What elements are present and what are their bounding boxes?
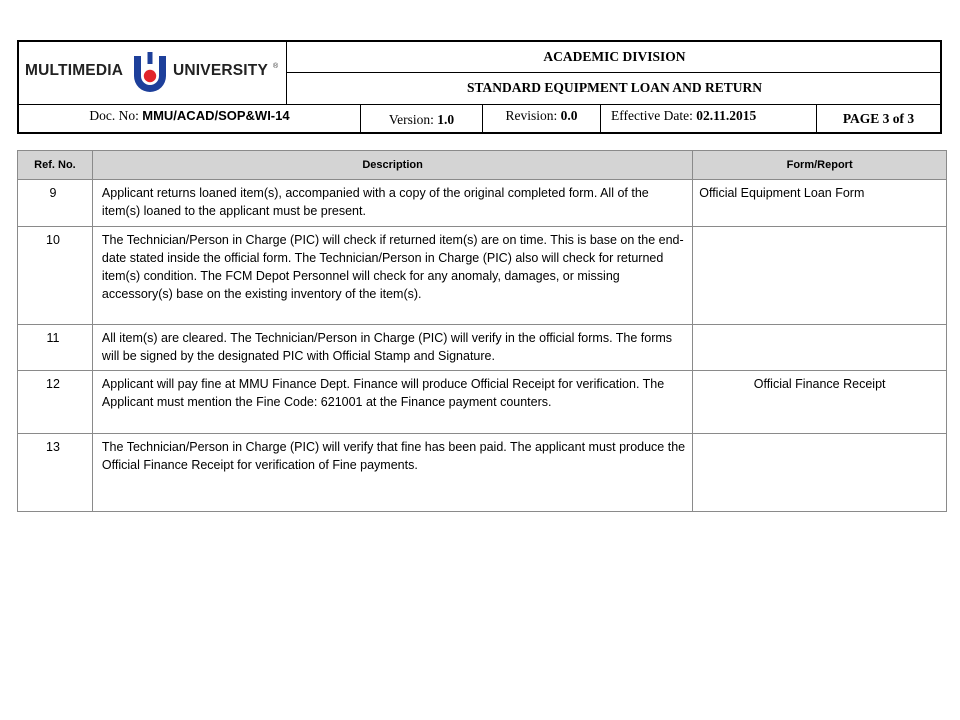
description-header: Description: [92, 151, 692, 180]
ref-no-cell: 11: [18, 324, 93, 371]
revision-label: Revision:: [505, 108, 558, 123]
ref-no-cell: 13: [18, 434, 93, 512]
division-title: ACADEMIC DIVISION: [287, 42, 942, 73]
effective-date-cell: [600, 105, 816, 132]
revision-value: 0.0: [560, 108, 578, 123]
ref-no-cell: 9: [18, 180, 93, 227]
document-meta-row: [19, 104, 940, 132]
procedure-title: STANDARD EQUIPMENT LOAN AND RETURN: [466, 80, 763, 95]
page-number-cell: [816, 105, 940, 132]
form-report-header: Form/Report: [693, 151, 947, 180]
logo-cell: [19, 42, 287, 104]
table-row: [18, 434, 947, 512]
ref-no-cell: 10: [18, 226, 93, 324]
effective-date-value: 02.11.2015: [696, 108, 757, 123]
table-row: [18, 180, 947, 227]
version-value: 1.0: [437, 112, 455, 127]
description-cell: The Technician/Person in Charge (PIC) will check if returned item(s) are on time. This is base on the end-date stated inside the official form. The Technician/Person in Charge (PIC) also will check for returned item(s) condition. The FCM Depot Personnel will check for any anomaly, damages, or missing accessory(s) base on the existing inventory of the item(s).: [92, 226, 692, 324]
form-report-cell: [693, 434, 947, 512]
ref-no-header: Ref. No.: [18, 151, 93, 180]
ref-no-cell: 12: [18, 371, 93, 434]
description-cell: All item(s) are cleared. The Technician/Person in Charge (PIC) will verify in the official forms. The forms will be signed by the designated PIC with Official Stamp and Signature.: [92, 324, 692, 371]
form-report-cell: Official Equipment Loan Form: [693, 180, 947, 227]
logo-text-right: UNIVERSITY: [173, 62, 269, 79]
doc-no-label: Doc. No:: [89, 108, 139, 123]
table-row: [18, 324, 947, 371]
doc-no-cell: [19, 105, 360, 132]
form-report-cell: [693, 226, 947, 324]
description-cell: The Technician/Person in Charge (PIC) will verify that fine has been paid. The applicant must produce the Official Finance Receipt for verification of Fine payments.: [92, 434, 692, 512]
effective-date-label: Effective Date:: [611, 108, 693, 123]
doc-no-value: MMU/ACAD/SOP&WI-14: [142, 108, 290, 123]
description-cell: Applicant returns loaned item(s), accompanied with a copy of the original completed form. All of the item(s) loaned to the applicant must be present.: [92, 180, 692, 227]
form-report-cell: Official Finance Receipt: [693, 371, 947, 434]
version-label: Version:: [388, 112, 434, 127]
revision-cell: [482, 105, 600, 132]
logo-text-left: MULTIMEDIA: [25, 62, 124, 79]
procedure-table: [17, 150, 947, 512]
form-report-cell: [693, 324, 947, 371]
table-header-row: [18, 151, 947, 180]
university-logo: [23, 50, 285, 94]
table-row: [18, 226, 947, 324]
table-row: [18, 371, 947, 434]
description-cell: Applicant will pay fine at MMU Finance Dept. Finance will produce Official Receipt for verification. The Applicant must mention the Fine Code: 621001 at the Finance payment counters.: [92, 371, 692, 434]
version-cell: [360, 105, 482, 132]
university-emblem-icon: [128, 50, 172, 94]
document-header: [17, 40, 942, 134]
registered-mark: ®: [273, 63, 279, 70]
page-number: PAGE 3 of 3: [842, 111, 915, 126]
